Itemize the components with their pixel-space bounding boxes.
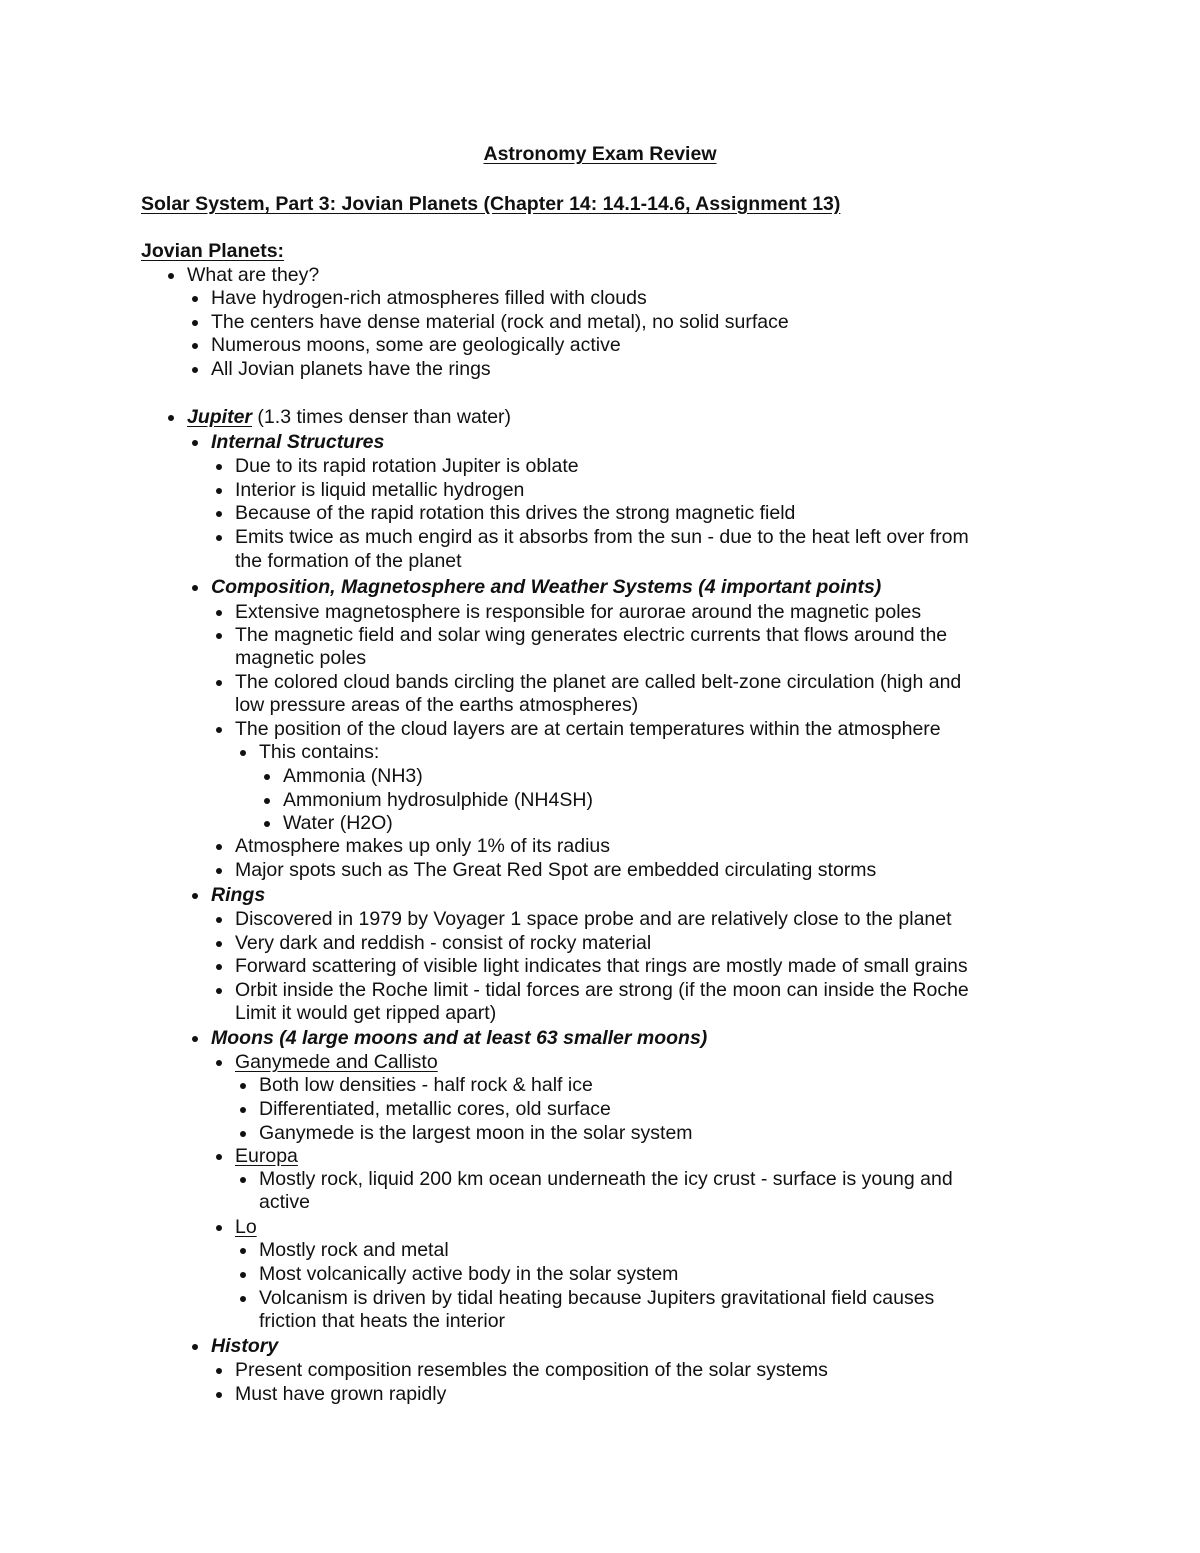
bullet-icon bbox=[264, 774, 270, 780]
list-item: Orbit inside the Roche limit - tidal forces are strong (if the moon can inside the Roche bbox=[235, 979, 969, 1001]
history-heading: History bbox=[211, 1335, 279, 1357]
bullet-icon bbox=[216, 1060, 222, 1066]
bullet-icon bbox=[192, 585, 198, 591]
bullet-icon bbox=[216, 488, 222, 494]
list-item: Because of the rapid rotation this drives the strong magnetic field bbox=[235, 502, 796, 524]
list-item-continuation: Limit it would get ripped apart) bbox=[235, 1002, 497, 1024]
bullet-icon bbox=[192, 893, 198, 899]
list-item: Mostly rock, liquid 200 km ocean underneath the icy crust - surface is young and bbox=[259, 1168, 953, 1190]
list-item: Have hydrogen-rich atmospheres filled with clouds bbox=[211, 287, 647, 309]
bullet-icon bbox=[192, 1036, 198, 1042]
bullet-icon bbox=[216, 464, 222, 470]
list-item: The magnetic field and solar wing generates electric currents that flows around the bbox=[235, 624, 948, 646]
bullet-icon bbox=[192, 440, 198, 446]
bullet-icon bbox=[240, 1107, 246, 1113]
bullet-icon bbox=[192, 367, 198, 373]
list-item-continuation: friction that heats the interior bbox=[259, 1310, 506, 1332]
list-item: Ganymede is the largest moon in the solar system bbox=[259, 1122, 693, 1144]
jupiter-item bbox=[187, 405, 511, 429]
bullet-icon bbox=[216, 680, 222, 686]
list-item: The position of the cloud layers are at certain temperatures within the atmosphere bbox=[235, 718, 941, 740]
bullet-icon bbox=[240, 750, 246, 756]
bullet-icon bbox=[240, 1248, 246, 1254]
bullet-icon bbox=[264, 821, 270, 827]
jupiter-label: Jupiter bbox=[187, 406, 253, 428]
list-item: Ammonium hydrosulphide (NH4SH) bbox=[283, 789, 593, 811]
list-item: All Jovian planets have the rings bbox=[211, 358, 491, 380]
bullet-icon bbox=[216, 1225, 222, 1231]
bullet-icon bbox=[216, 844, 222, 850]
internal-structures-heading: Internal Structures bbox=[211, 431, 385, 453]
bullet-icon bbox=[192, 343, 198, 349]
bullet-icon bbox=[240, 1083, 246, 1089]
list-item: Ammonia (NH3) bbox=[283, 765, 423, 787]
list-item: Emits twice as much engird as it absorbs from the sun - due to the heat left over from bbox=[235, 526, 969, 548]
bullet-icon bbox=[168, 415, 174, 421]
list-item: Very dark and reddish - consist of rocky material bbox=[235, 932, 652, 954]
bullet-icon bbox=[192, 296, 198, 302]
rings-heading: Rings bbox=[211, 884, 266, 906]
list-item-continuation: low pressure areas of the earths atmospheres) bbox=[235, 694, 639, 716]
list-item: Volcanism is driven by tidal heating because Jupiters gravitational field causes bbox=[259, 1287, 935, 1309]
bullet-icon bbox=[264, 798, 270, 804]
list-item: Water (H2O) bbox=[283, 812, 393, 834]
jupiter-note: (1.3 times denser than water) bbox=[252, 406, 512, 428]
moons-heading: Moons (4 large moons and at least 63 smaller moons) bbox=[211, 1027, 708, 1049]
list-item: Major spots such as The Great Red Spot are embedded circulating storms bbox=[235, 859, 877, 881]
europa-label: Europa bbox=[235, 1145, 298, 1167]
list-item: Present composition resembles the composition of the solar systems bbox=[235, 1359, 828, 1381]
jovian-heading: Jovian Planets: bbox=[141, 240, 285, 262]
bullet-icon bbox=[216, 633, 222, 639]
bullet-icon bbox=[216, 988, 222, 994]
list-item: This contains: bbox=[259, 741, 380, 763]
bullet-icon bbox=[168, 273, 174, 279]
list-item: The colored cloud bands circling the planet are called belt-zone circulation (high and bbox=[235, 671, 962, 693]
bullet-icon bbox=[216, 1392, 222, 1398]
list-item: Mostly rock and metal bbox=[259, 1239, 449, 1261]
list-item-continuation: the formation of the planet bbox=[235, 550, 462, 572]
list-item-continuation: magnetic poles bbox=[235, 647, 367, 669]
bullet-icon bbox=[240, 1296, 246, 1302]
bullet-icon bbox=[216, 917, 222, 923]
list-item: Due to its rapid rotation Jupiter is oblate bbox=[235, 455, 579, 477]
document-title: Astronomy Exam Review bbox=[483, 143, 717, 165]
list-item: The centers have dense material (rock and metal), no solid surface bbox=[211, 311, 789, 333]
bullet-icon bbox=[192, 1344, 198, 1350]
bullet-icon bbox=[216, 1368, 222, 1374]
list-item: Both low densities - half rock & half ice bbox=[259, 1074, 593, 1096]
list-item: Extensive magnetosphere is responsible for aurorae around the magnetic poles bbox=[235, 601, 922, 623]
list-item: Numerous moons, some are geologically active bbox=[211, 334, 621, 356]
bullet-icon bbox=[216, 964, 222, 970]
list-item: Forward scattering of visible light indicates that rings are mostly made of small grains bbox=[235, 955, 968, 977]
list-item: Differentiated, metallic cores, old surface bbox=[259, 1098, 611, 1120]
bullet-icon bbox=[240, 1131, 246, 1137]
bullet-icon bbox=[216, 941, 222, 947]
bullet-icon bbox=[192, 320, 198, 326]
ganymede-callisto-label: Ganymede and Callisto bbox=[235, 1051, 438, 1073]
bullet-icon bbox=[216, 1154, 222, 1160]
bullet-icon bbox=[216, 868, 222, 874]
composition-heading: Composition, Magnetosphere and Weather Systems (4 important points) bbox=[211, 576, 882, 598]
bullet-icon bbox=[240, 1272, 246, 1278]
bullet-icon bbox=[216, 610, 222, 616]
bullet-icon bbox=[216, 727, 222, 733]
io-label: Lo bbox=[235, 1216, 257, 1238]
list-item: Must have grown rapidly bbox=[235, 1383, 447, 1405]
list-item-continuation: active bbox=[259, 1191, 310, 1213]
list-item: Most volcanically active body in the solar system bbox=[259, 1263, 679, 1285]
list-item: Atmosphere makes up only 1% of its radius bbox=[235, 835, 611, 857]
section-heading: Solar System, Part 3: Jovian Planets (Chapter 14: 14.1-14.6, Assignment 13) bbox=[141, 193, 841, 215]
list-item: What are they? bbox=[187, 264, 320, 286]
bullet-icon bbox=[216, 535, 222, 541]
list-item: Interior is liquid metallic hydrogen bbox=[235, 479, 525, 501]
bullet-icon bbox=[216, 511, 222, 517]
bullet-icon bbox=[240, 1177, 246, 1183]
list-item: Discovered in 1979 by Voyager 1 space probe and are relatively close to the planet bbox=[235, 908, 952, 930]
